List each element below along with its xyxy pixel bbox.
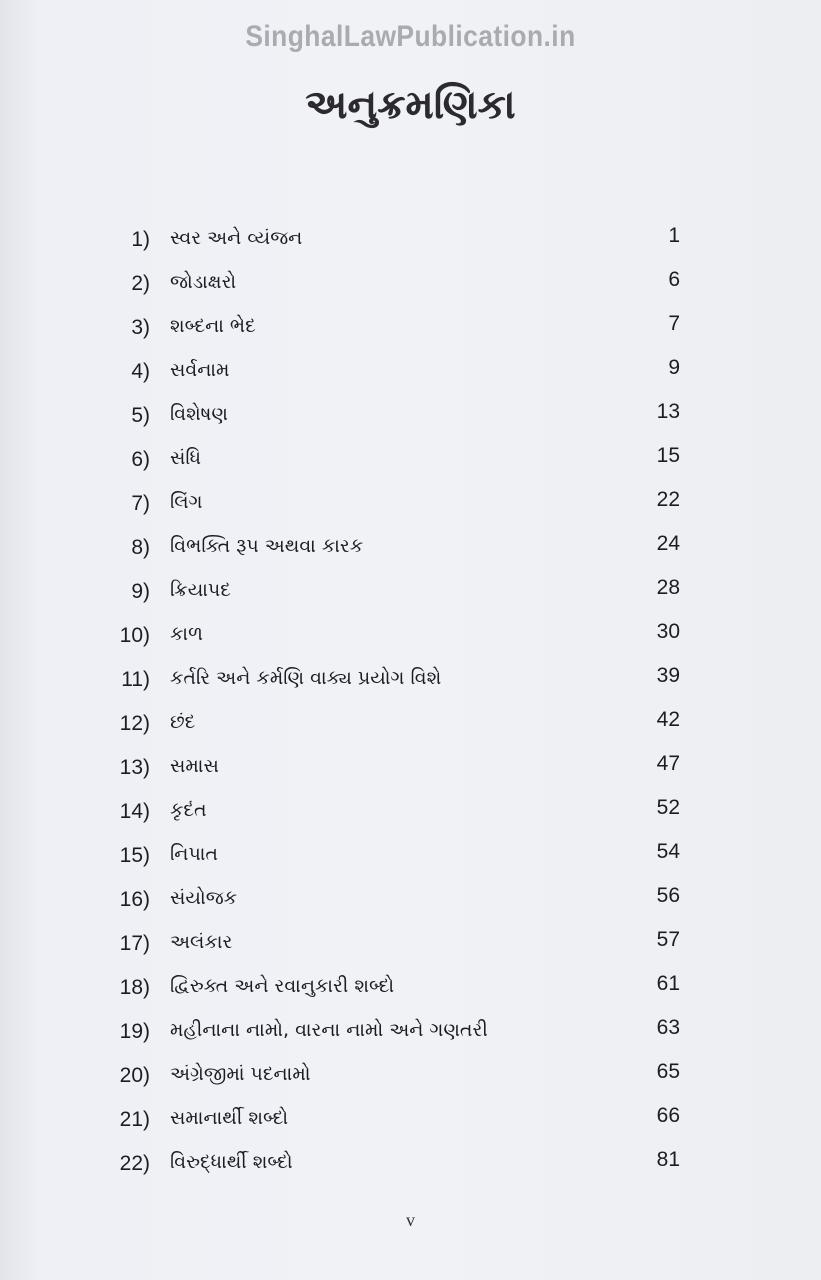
toc-entry-number: 14) [119, 800, 150, 823]
toc-entry [0, 526, 821, 570]
toc-entry-page: 30 [656, 620, 680, 643]
toc-entry-title: લિંગ [170, 491, 203, 513]
table-of-contents [0, 218, 821, 1178]
toc-entry [0, 922, 821, 966]
toc-entry-title: કૃદંત [170, 799, 207, 821]
toc-entry-number: 22) [119, 1152, 150, 1175]
toc-entry [0, 482, 821, 526]
toc-entry-number: 16) [119, 888, 150, 911]
toc-entry-page: 9 [668, 356, 680, 379]
toc-entry [0, 262, 821, 306]
toc-entry-page: 22 [656, 488, 680, 511]
toc-entry-page: 15 [656, 444, 680, 467]
toc-entry [0, 966, 821, 1010]
toc-entry [0, 1142, 821, 1186]
toc-entry-number: 18) [119, 976, 150, 999]
toc-entry [0, 570, 821, 614]
toc-entry-page: 57 [656, 928, 680, 951]
toc-entry-page: 56 [656, 884, 680, 907]
toc-entry-page: 42 [656, 708, 680, 731]
toc-entry-title: સમાનાર્થી શબ્દો [170, 1107, 289, 1129]
toc-entry-page: 6 [668, 268, 680, 291]
toc-entry-number: 11) [121, 668, 150, 691]
toc-entry-number: 10) [119, 624, 150, 647]
toc-entry [0, 1054, 821, 1098]
toc-entry [0, 614, 821, 658]
toc-entry-number: 8) [131, 536, 150, 559]
toc-entry [0, 1010, 821, 1054]
toc-entry-number: 20) [119, 1064, 150, 1087]
page-number-footer: v [406, 1210, 415, 1230]
toc-entry-number: 3) [131, 316, 150, 339]
toc-entry-title: ક્રિયાપદ [170, 579, 231, 601]
toc-entry-page: 1 [668, 224, 680, 247]
toc-entry-number: 13) [119, 756, 150, 779]
toc-entry-number: 4) [131, 360, 150, 383]
toc-entry-title: જોડાક્ષરો [170, 271, 237, 293]
toc-entry [0, 394, 821, 438]
toc-entry-title: છંદ [170, 711, 196, 733]
toc-entry-page: 47 [656, 752, 680, 775]
toc-entry [0, 658, 821, 702]
toc-entry-number: 6) [131, 448, 150, 471]
toc-entry-title: શબ્દના ભેદ [170, 315, 256, 337]
toc-entry-title: વિભક્તિ રૂપ અથવા કારક [170, 535, 364, 557]
toc-entry-page: 65 [656, 1060, 680, 1083]
toc-entry-number: 12) [119, 712, 150, 735]
toc-entry [0, 438, 821, 482]
toc-entry-title: અલંકાર [170, 931, 233, 953]
toc-entry [0, 746, 821, 790]
toc-entry-title: મહીનાના નામો, વારના નામો અને ગણતરી [170, 1019, 488, 1041]
toc-entry-number: 1) [131, 228, 150, 251]
toc-entry-page: 24 [656, 532, 680, 555]
toc-entry-page: 66 [656, 1104, 680, 1127]
toc-entry-number: 17) [119, 932, 150, 955]
toc-entry-title: નિપાત [170, 843, 219, 865]
toc-entry-title: કાળ [170, 623, 203, 645]
toc-entry-title: સર્વનામ [170, 359, 230, 381]
toc-entry-page: 63 [656, 1016, 680, 1039]
toc-entry-title: સંધિ [170, 447, 202, 469]
toc-entry-number: 21) [119, 1108, 150, 1131]
toc-entry [0, 350, 821, 394]
toc-entry-number: 15) [119, 844, 150, 867]
toc-entry-page: 13 [656, 400, 680, 423]
toc-entry-title: કર્તરિ અને કર્મણિ વાક્ય પ્રયોગ વિશે [170, 667, 442, 689]
toc-entry-title: સ્વર અને વ્યંજન [170, 227, 303, 249]
toc-entry-page: 28 [656, 576, 680, 599]
toc-entry-number: 9) [131, 580, 150, 603]
toc-entry-number: 5) [131, 404, 150, 427]
toc-entry-page: 81 [656, 1148, 680, 1171]
toc-entry-title: વિરુદ્ધાર્થી શબ્દો [170, 1151, 293, 1173]
toc-entry [0, 1098, 821, 1142]
toc-entry-page: 54 [656, 840, 680, 863]
toc-entry-title: અંગ્રેજીમાં પદનામો [170, 1063, 311, 1085]
toc-entry [0, 218, 821, 262]
toc-entry-number: 19) [119, 1020, 150, 1043]
toc-entry-page: 52 [656, 796, 680, 819]
toc-entry [0, 790, 821, 834]
toc-entry-page: 39 [656, 664, 680, 687]
toc-entry-page: 7 [668, 312, 680, 335]
toc-entry-number: 2) [131, 272, 150, 295]
toc-entry [0, 878, 821, 922]
toc-entry [0, 306, 821, 350]
toc-entry-title: સંયોજક [170, 887, 238, 909]
toc-entry-title: દ્વિરુક્ત અને રવાનુકારી શબ્દો [170, 975, 395, 997]
toc-entry-number: 7) [131, 492, 150, 515]
toc-entry [0, 834, 821, 878]
page-title: અનુક્રમણિકા [305, 82, 516, 128]
toc-entry-title: વિશેષણ [170, 403, 228, 425]
toc-entry-page: 61 [656, 972, 680, 995]
watermark: SinghalLawPublication.in [245, 20, 576, 53]
toc-entry-title: સમાસ [170, 755, 219, 777]
toc-entry [0, 702, 821, 746]
